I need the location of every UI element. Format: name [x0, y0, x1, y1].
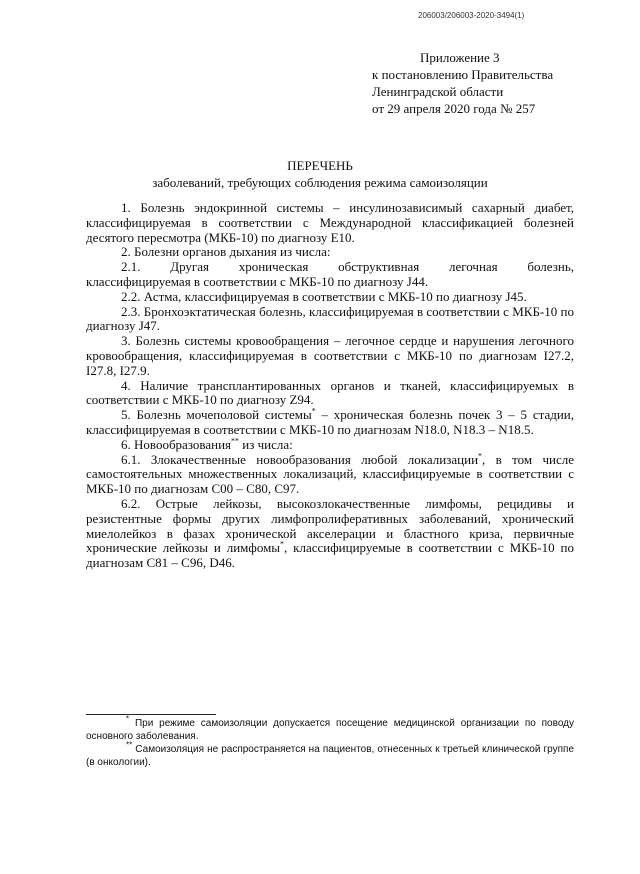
item-6-1-text-a: 6.1. Злокачественные новообразования любой локализации — [121, 451, 479, 467]
footnote-ref-single: * — [478, 451, 483, 461]
footnote-1-text: При режиме самоизоляции допускается посещение медицинской организации по поводу основного заболевания. — [86, 718, 574, 742]
item-2-1-line2: классифицируемая в соответствии с МКБ-10 по диагнозу J44. — [86, 273, 429, 289]
item-6 — [86, 438, 574, 453]
footnote-mark-double: ** — [126, 740, 133, 750]
document-subtitle: заболеваний, требующих соблюдения режима самоизоляции — [152, 175, 488, 190]
footnote-2-text: Самоизоляция не распространяется на пациентов, отнесенных к третьей клинической группе (в онкологии). — [86, 744, 575, 768]
registration-number: 206003/206003-2020-3494(1) — [418, 11, 525, 20]
footnote-ref-single: * — [280, 540, 285, 549]
item-2-1-line1: 2.1. Другая хроническая обструктивная легочная болезнь, — [121, 259, 574, 275]
item-6-1 — [86, 453, 574, 497]
item-6-text-b: из числа: — [239, 436, 293, 452]
item-3: 3. Болезнь системы кровообращения – легочное сердце и нарушения легочного кровообращения, классифицируемая в соответствии с МКБ-10 по диагнозам I27.2, I27.8, I27.9. — [86, 333, 574, 378]
annex-line-4: от 29 апреля 2020 года № 257 — [372, 101, 536, 116]
annex-line-2: к постановлению Правительства — [372, 67, 554, 82]
annex-block — [372, 49, 602, 117]
item-5-text-b: – хроническая болезнь почек 3 – 5 стадии, классифицируемая в соответствии с МКБ-10 по диагнозам N18.0, N18.3 – N18.5. — [86, 407, 574, 437]
item-5 — [86, 408, 574, 438]
document-body — [86, 201, 574, 571]
item-6-2-text-b: , классифицируемые в соответствии с МКБ-10 по диагнозам С81 – С96, D46. — [86, 540, 574, 571]
footnote-ref-double: ** — [231, 436, 240, 446]
footnote-2 — [86, 740, 575, 769]
footnote-1 — [86, 714, 574, 743]
item-6-2 — [86, 497, 574, 571]
item-6-2-text-a: 6.2. Острые лейкозы, высокозлокачественные лимфомы, рецидивы и резистентные формы других лимфопролиферативных заболеваний, хронический миелолейкоз в фазах хронической акселерации и бластного криза, первичные хронические лейкозы и лимфомы — [86, 495, 574, 556]
item-1: 1. Болезнь эндокринной системы – инсулинозависимый сахарный диабет, классифицируемая в соответствии с Международной классификацией болезней десятого пересмотра (МКБ-10) по диагнозу Е10. — [86, 200, 574, 245]
footnote-divider — [86, 714, 216, 715]
footnote-mark-single: * — [126, 714, 130, 724]
item-2: 2. Болезни органов дыхания из числа: — [121, 244, 331, 260]
item-2-2: 2.2. Астма, классифицируемая в соответствии с МКБ-10 по диагнозу J45. — [121, 288, 527, 304]
footnote-ref-single: * — [311, 406, 316, 416]
item-6-1-text-b: , в том числе самостоятельных множественных локализаций, классифицируемые в соответствии с МКБ-10 по диагнозам С00 – С80, С97. — [86, 451, 575, 497]
annex-line-3: Ленинградской области — [372, 84, 504, 99]
item-4: 4. Наличие трансплантированных органов и тканей, классифицируемых в соответствии с МКБ-10 по диагнозу Z94. — [86, 377, 574, 408]
item-2-3: 2.3. Бронхоэктатическая болезнь, классифицируемая в соответствии с МКБ-10 по диагнозу J47. — [86, 303, 574, 334]
item-6-text-a: 6. Новообразования — [121, 436, 232, 452]
annex-line-1: Приложение 3 — [420, 50, 500, 65]
footnotes — [86, 714, 575, 769]
document-title: ПЕРЕЧЕНЬ — [287, 158, 353, 173]
document-heading — [0, 157, 640, 191]
item-5-text-a: 5. Болезнь мочеполовой системы — [121, 407, 312, 423]
